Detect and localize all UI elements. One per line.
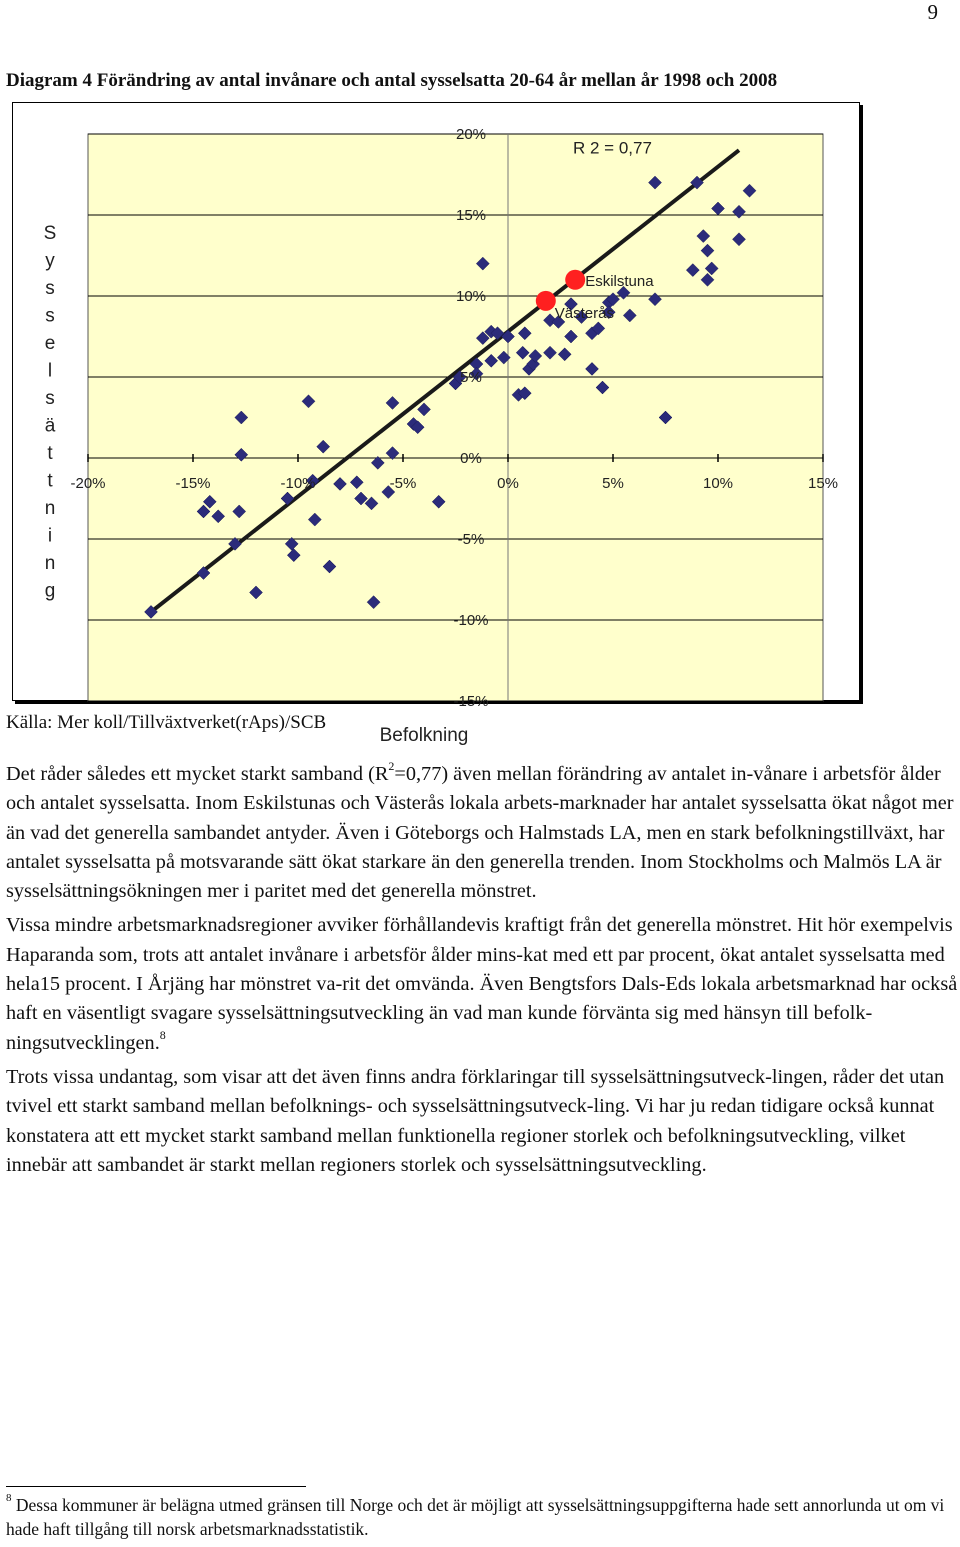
eskilstuna-label: Eskilstuna: [585, 272, 654, 290]
y-tick-label: 20%: [455, 126, 487, 143]
diagram-title: Diagram 4 Förändring av antal invånare och antal sysselsatta 20-64 år mellan år 1998 och 2008: [6, 70, 778, 91]
page-number: 9: [927, 0, 938, 24]
footnote: $^8$ Dessa kommuner är belägna utmed gränsen till Norge och det är möjligt att sysselsättningsuppgifterna hade sett annorlunda ut om vi hade haft tillgång till norsk arbetsmarknadsstatistik.: [6, 1492, 945, 1539]
y-tick-label: 15%: [455, 207, 487, 224]
y-axis-title-letter: n: [44, 498, 56, 519]
x-tick-label: 0%: [497, 475, 519, 492]
paragraph-2: Vissa mindre arbetsmarknadsregioner avviker förhållandevis kraftigt från det generella mönstret. Hit hör exempelvis Haparanda som, trots att antalet invånare i arbetsför ålder mins-kat med ett par procent, ökat antalet sysselsatta med hela15 procent. I Årjäng har mönstret va-rit det omvända. Även Bengtsfors Dals-Eds lokala arbetsmarknad har också haft en väsentligt svagare sysselsättningsutveckling än vad man kunde förvänta sig med hänsyn till befolk-ningsutvecklingen.$^8$: [6, 914, 958, 1054]
source-note: Källa: Mer koll/Tillväxtverket(rAps)/SCB: [6, 712, 327, 733]
r2-label: R 2 = 0,77: [573, 138, 652, 158]
y-tick-label: 0%: [460, 450, 482, 467]
y-axis-title-letter: S: [43, 223, 57, 244]
x-tick-label: -15%: [175, 475, 211, 492]
y-axis-title-letter: e: [44, 333, 56, 354]
y-tick-label: 10%: [455, 288, 487, 305]
y-axis-title-letter: i: [47, 525, 53, 547]
y-axis-title-letter: n: [44, 553, 56, 574]
y-axis-title-letter: s: [45, 305, 55, 327]
y-axis-title-letter: g: [44, 580, 56, 602]
y-axis-title-letter: y: [45, 250, 55, 272]
y-axis-title-letter: t: [47, 470, 53, 492]
y-tick-label: 5%: [460, 369, 482, 386]
y-axis-title-letter: s: [45, 278, 55, 299]
y-axis-title-letter: s: [45, 388, 55, 409]
vasteras-label: Västerås: [554, 304, 615, 322]
y-tick-label: -10%: [453, 612, 489, 629]
x-tick-label: 5%: [602, 475, 624, 492]
eskilstuna-point: [565, 270, 585, 290]
y-tick-label: -15%: [453, 693, 489, 710]
x-tick-label: 15%: [807, 475, 839, 492]
x-tick-label: -20%: [70, 475, 106, 492]
x-tick-label: -5%: [389, 475, 417, 492]
x-tick-label: 10%: [702, 475, 734, 492]
y-tick-label: -5%: [457, 531, 485, 548]
y-axis-title-letter: t: [47, 443, 53, 464]
x-tick-label: -10%: [280, 475, 316, 492]
y-axis-title-letter: ä: [44, 415, 56, 437]
paragraph-3: Trots vissa undantag, som visar att det även finns andra förklaringar till sysselsättningsutveck-lingen, råder det utan tvivel ett starkt samband mellan befolknings- och sysselsättningsutveck-ling. Vi har ju redan tidigare också kunnat konstatera att ett mycket starkt samband mellan funktionella regioner storlek och befolkningsutveckling, vilket innebär att sambandet är starkt mellan regioners storlek och sysselsättningsutveckling.: [6, 1065, 945, 1176]
paragraph-1: Det råder således ett mycket starkt samband $(R^2=0,77)$ även mellan förändring av antalet in-vånare i arbetsför ålder och antalet sysselsatta. Inom Eskilstunas och Västerås lokala arbets-marknader har antalet sysselsatta ökat något mer än vad det generella sambandet antyder. Även i Göteborgs och Halmstads LA, men en stark befolkningstillväxt, har antalet sysselsatta på motsvarande sätt ökat starkare än den generella trenden. Inom Stockholms och Malmös LA är sysselsättningsökningen mer i paritet med det generella mönstret.: [6, 759, 954, 903]
body-text: [6, 760, 958, 1185]
x-axis-title: Befolkning: [379, 725, 469, 746]
y-axis-title-letter: l: [47, 360, 53, 382]
vasteras-point: [536, 291, 556, 311]
footnote-separator: [6, 1486, 306, 1487]
